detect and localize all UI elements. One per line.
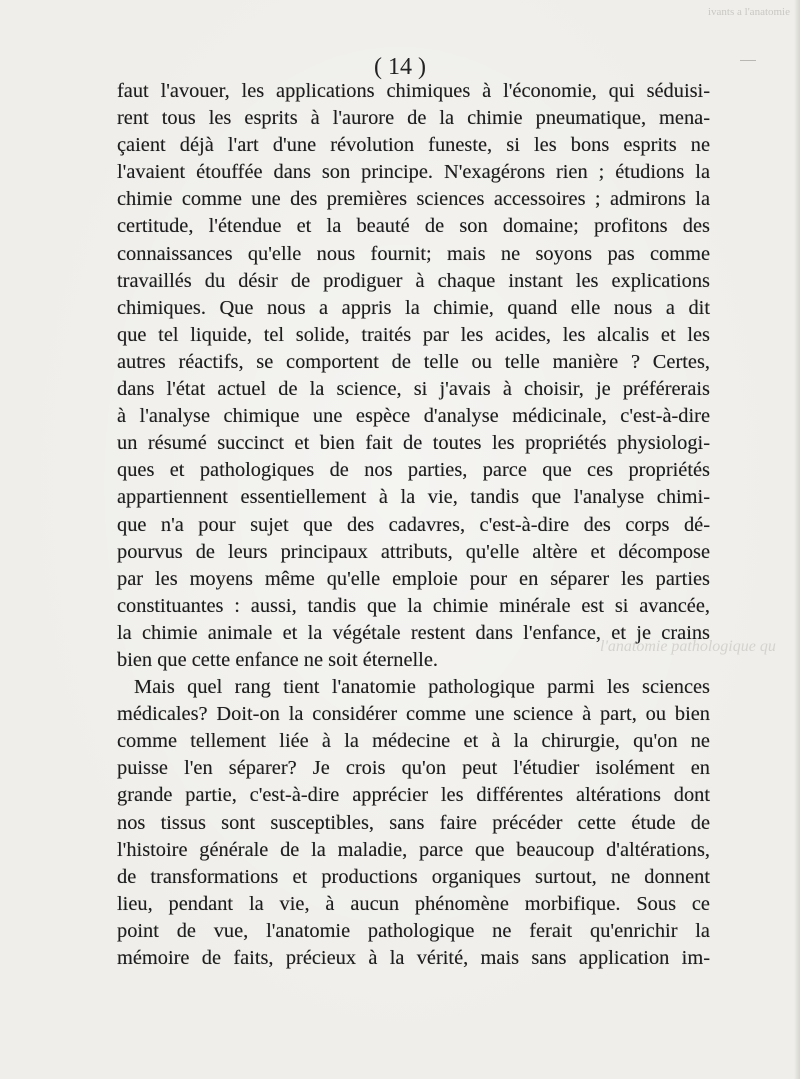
text-line: mémoire de faits, précieux à la vérité, mais sans application im- [117,947,710,969]
text-line: l'histoire générale de la maladie, parce que beaucoup d'altérations, [117,838,710,861]
text-line: à l'analyse chimique une espèce d'analyse médicinale, c'est-à-dire [117,405,710,428]
text-line: grande partie, c'est-à-dire apprécier les différentes altérations dont [117,784,710,807]
text-line: chimie comme une des premières sciences accessoires ; admirons la [117,188,710,211]
text-line: connaissances qu'elle nous fournit; mais ne soyons pas comme [117,242,710,265]
text-line: que n'a pour sujet que des cadavres, c'est-à-dire des corps dé- [117,513,710,536]
text-line: point de vue, l'anatomie pathologique ne ferait qu'enrichir la [117,919,710,942]
text-line: un résumé succinct et bien fait de toutes les propriétés physiologi- [117,432,710,455]
bleed-through-ghost: l'anatomie pathologique qu [600,638,776,655]
text-line: travaillés du désir de prodiguer à chaque instant les explications [117,269,710,292]
text-line: bien que cette enfance ne soit éternelle. [117,648,438,671]
text-line: certitude, l'étendue et la beauté de son domaine; profitons des [117,215,710,238]
text-line: médicales? Doit-on la considérer comme une science à part, ou bien [117,703,710,726]
text-line: puisse l'en séparer? Je crois qu'on peut l'étudier isolément en [117,757,710,780]
text-line: faut l'avouer, les applications chimiques à l'économie, qui séduisi- [117,80,710,102]
text-line: la chimie animale et la végétale restent dans l'enfance, et je crains [117,621,710,644]
text-line: l'avaient étouffée dans son principe. N'exagérons rien ; étudions la [117,161,710,184]
paragraph-start-line: Mais quel rang tient l'anatomie pathologique parmi les sciences [134,676,710,699]
text-line: ques et pathologiques de nos parties, parce que ces propriétés [117,459,710,482]
text-line: nos tissus sont susceptibles, sans faire précéder cette étude de [117,811,710,834]
text-line: appartiennent essentiellement à la vie, tandis que l'analyse chimi- [117,486,710,509]
text-line: constituantes : aussi, tandis que la chimie minérale est si avancée, [117,594,710,617]
body-text [117,78,710,972]
text-line: comme tellement liée à la médecine et à la chirurgie, qu'on ne [117,730,710,753]
page-edge-shadow [794,0,800,1079]
bleed-through-text: ivants a l'anatomie [707,6,790,18]
text-line: lieu, pendant la vie, à aucun phénomène morbifique. Sous ce [117,892,710,915]
text-line: dans l'état actuel de la science, si j'avais à choisir, je préférerais [117,378,710,401]
text-line: que tel liquide, tel solide, traités par les acides, les alcalis et les [117,323,710,346]
page-number: ( 14 ) [374,54,426,80]
text-line: rent tous les esprits à l'aurore de la chimie pneumatique, mena- [117,107,710,130]
text-line: pourvus de leurs principaux attributs, qu'elle altère et décompose [117,540,710,563]
text-line: par les moyens même qu'elle emploie pour en séparer les parties [117,567,710,590]
text-line: çaient déjà l'art d'une révolution funeste, si les bons esprits ne [117,134,710,157]
text-line: autres réactifs, se comportent de telle ou telle manière ? Certes, [117,350,710,373]
text-line: de transformations et productions organiques surtout, ne donnent [117,865,710,888]
text-line: chimiques. Que nous a appris la chimie, quand elle nous a dit [117,296,710,319]
